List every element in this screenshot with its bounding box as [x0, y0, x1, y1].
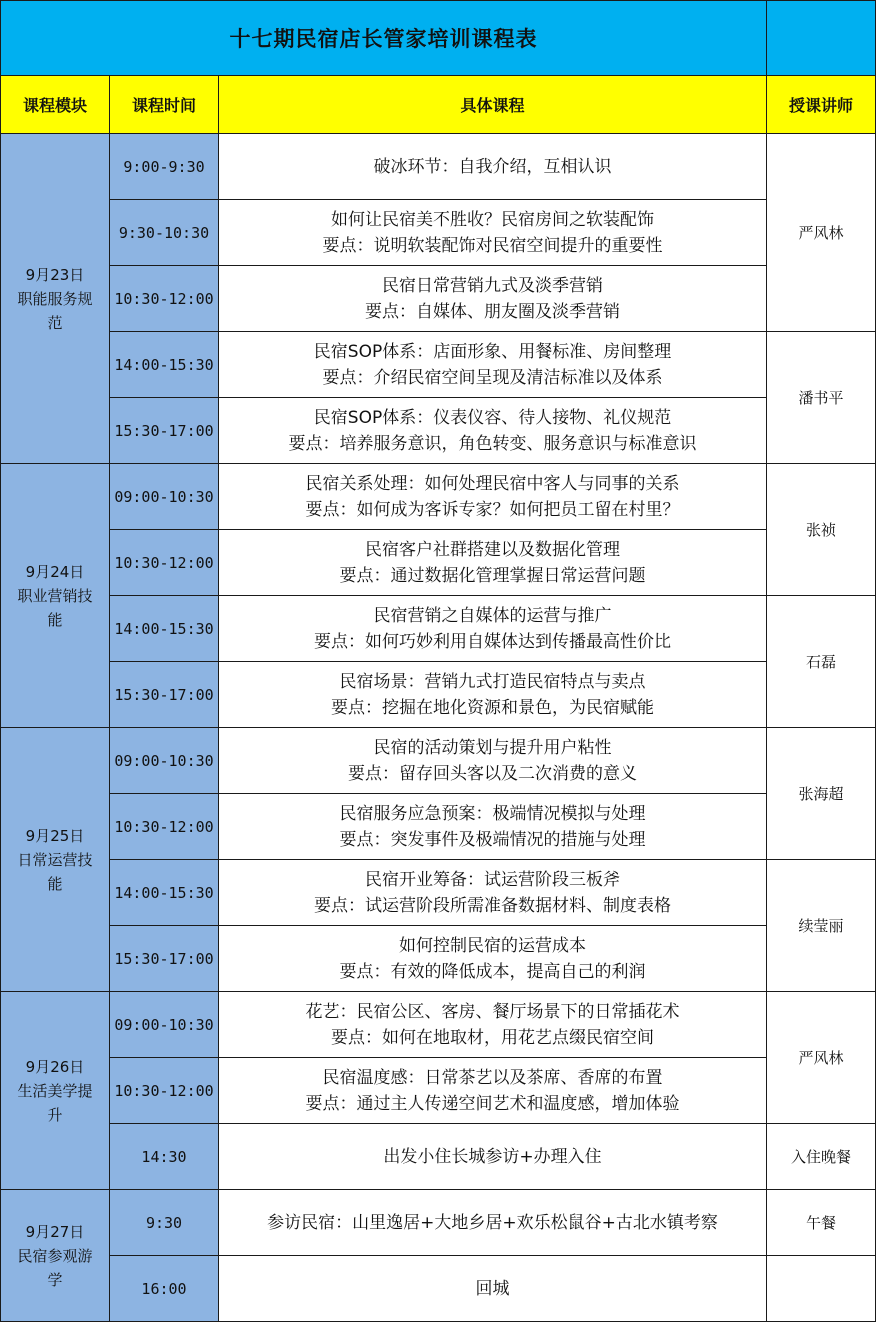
time-cell: 14:00-15:30	[110, 860, 219, 926]
course-keypoint: 要点：介绍民宿空间呈现及清洁标准以及体系	[322, 367, 663, 388]
teacher-cell: 严风林	[767, 134, 876, 332]
course-cell	[219, 1058, 767, 1124]
course-title: 破冰环节：自我介绍，互相认识	[373, 156, 612, 177]
teacher-cell: 续莹丽	[767, 860, 876, 992]
course-cell	[219, 860, 767, 926]
module-date: 9月23日	[25, 265, 85, 284]
time-cell: 10:30-12:00	[110, 1058, 219, 1124]
course-keypoint: 要点：有效的降低成本，提高自己的利润	[339, 961, 646, 982]
teacher-blank-cell	[767, 1256, 876, 1322]
time-cell: 9:00-9:30	[110, 134, 219, 200]
time-cell: 09:00-10:30	[110, 464, 219, 530]
page-title: 十七期民宿店长管家培训课程表	[0, 0, 767, 76]
time-cell: 10:30-12:00	[110, 794, 219, 860]
header-teacher: 授课讲师	[767, 76, 876, 134]
module-date: 9月26日	[25, 1057, 85, 1076]
module-cell	[0, 992, 110, 1190]
course-cell	[219, 530, 767, 596]
course-title: 民宿温度感：日常茶艺以及茶席、香席的布置	[322, 1067, 663, 1088]
course-cell	[219, 596, 767, 662]
time-cell: 09:00-10:30	[110, 992, 219, 1058]
time-cell: 09:00-10:30	[110, 728, 219, 794]
module-name: 升	[47, 1105, 63, 1124]
course-cell	[219, 1190, 767, 1256]
course-keypoint: 要点：说明软装配饰对民宿空间提升的重要性	[322, 235, 663, 256]
course-keypoint: 要点：培养服务意识，角色转变、服务意识与标准意识	[288, 433, 697, 454]
course-title: 回城	[475, 1278, 510, 1299]
time-cell: 15:30-17:00	[110, 398, 219, 464]
course-cell	[219, 794, 767, 860]
module-name: 民宿参观游	[17, 1246, 93, 1265]
module-cell	[0, 134, 110, 464]
module-cell	[0, 728, 110, 992]
course-title: 如何控制民宿的运营成本	[399, 935, 586, 956]
course-keypoint: 要点：留存回头客以及二次消费的意义	[348, 763, 637, 784]
course-keypoint: 要点：突发事件及极端情况的措施与处理	[339, 829, 646, 850]
course-keypoint: 要点：自媒体、朋友圈及淡季营销	[365, 301, 620, 322]
time-cell: 10:30-12:00	[110, 266, 219, 332]
title-blank-cell	[767, 0, 876, 76]
course-title: 出发小住长城参访+办理入住	[383, 1146, 602, 1167]
course-title: 民宿SOP体系：店面形象、用餐标准、房间整理	[313, 341, 672, 362]
course-title: 如何让民宿美不胜收？民宿房间之软装配饰	[331, 209, 654, 230]
course-cell	[219, 398, 767, 464]
time-cell: 14:00-15:30	[110, 596, 219, 662]
module-name: 职业营销技	[17, 586, 93, 605]
course-title: 民宿客户社群搭建以及数据化管理	[365, 539, 620, 560]
module-name: 能	[47, 610, 63, 629]
time-cell: 9:30-10:30	[110, 200, 219, 266]
teacher-cell: 午餐	[767, 1190, 876, 1256]
module-name: 生活美学提	[17, 1081, 93, 1100]
course-title: 民宿的活动策划与提升用户粘性	[373, 737, 612, 758]
module-name: 职能服务规	[17, 289, 93, 308]
course-cell	[219, 134, 767, 200]
course-cell	[219, 728, 767, 794]
course-title: 民宿关系处理：如何处理民宿中客人与同事的关系	[305, 473, 680, 494]
time-cell: 14:00-15:30	[110, 332, 219, 398]
teacher-cell: 潘书平	[767, 332, 876, 464]
course-title: 民宿SOP体系：仪表仪容、待人接物、礼仪规范	[313, 407, 672, 428]
course-cell	[219, 662, 767, 728]
time-cell: 10:30-12:00	[110, 530, 219, 596]
course-keypoint: 要点：如何成为客诉专家？如何把员工留在村里？	[305, 499, 680, 520]
course-cell	[219, 926, 767, 992]
module-name: 学	[47, 1270, 63, 1289]
course-cell	[219, 1256, 767, 1322]
course-keypoint: 要点：试运营阶段所需准备数据材料、制度表格	[314, 895, 671, 916]
teacher-cell: 入住晚餐	[767, 1124, 876, 1190]
module-date: 9月24日	[25, 562, 85, 581]
course-title: 民宿营销之自媒体的运营与推广	[373, 605, 612, 626]
course-keypoint: 要点：如何在地取材，用花艺点缀民宿空间	[331, 1027, 654, 1048]
course-cell	[219, 266, 767, 332]
time-cell: 9:30	[110, 1190, 219, 1256]
course-title: 民宿服务应急预案：极端情况模拟与处理	[339, 803, 646, 824]
teacher-cell: 张祯	[767, 464, 876, 596]
module-name: 日常运营技	[17, 850, 93, 869]
time-cell: 15:30-17:00	[110, 662, 219, 728]
header-course: 具体课程	[219, 76, 767, 134]
course-keypoint: 要点：挖掘在地化资源和景色，为民宿赋能	[331, 697, 654, 718]
module-cell	[0, 1190, 110, 1322]
course-cell	[219, 992, 767, 1058]
module-name: 能	[47, 874, 63, 893]
teacher-cell: 张海超	[767, 728, 876, 860]
time-cell: 15:30-17:00	[110, 926, 219, 992]
teacher-cell: 石磊	[767, 596, 876, 728]
course-keypoint: 要点：如何巧妙利用自媒体达到传播最高性价比	[314, 631, 671, 652]
time-cell: 14:30	[110, 1124, 219, 1190]
course-title: 民宿日常营销九式及淡季营销	[382, 275, 603, 296]
teacher-cell: 严风林	[767, 992, 876, 1124]
module-cell	[0, 464, 110, 728]
module-date: 9月27日	[25, 1222, 85, 1241]
module-date: 9月25日	[25, 826, 85, 845]
course-title: 民宿场景：营销九式打造民宿特点与卖点	[339, 671, 646, 692]
course-title: 参访民宿：山里逸居+大地乡居+欢乐松鼠谷+古北水镇考察	[267, 1212, 718, 1233]
course-cell	[219, 200, 767, 266]
course-title: 花艺：民宿公区、客房、餐厅场景下的日常插花术	[305, 1001, 680, 1022]
time-cell: 16:00	[110, 1256, 219, 1322]
course-cell	[219, 464, 767, 530]
course-cell	[219, 1124, 767, 1190]
course-keypoint: 要点：通过主人传递空间艺术和温度感，增加体验	[305, 1093, 680, 1114]
course-keypoint: 要点：通过数据化管理掌握日常运营问题	[339, 565, 646, 586]
course-cell	[219, 332, 767, 398]
course-title: 民宿开业筹备：试运营阶段三板斧	[365, 869, 620, 890]
header-module: 课程模块	[0, 76, 110, 134]
header-time: 课程时间	[110, 76, 219, 134]
module-name: 范	[47, 313, 63, 332]
